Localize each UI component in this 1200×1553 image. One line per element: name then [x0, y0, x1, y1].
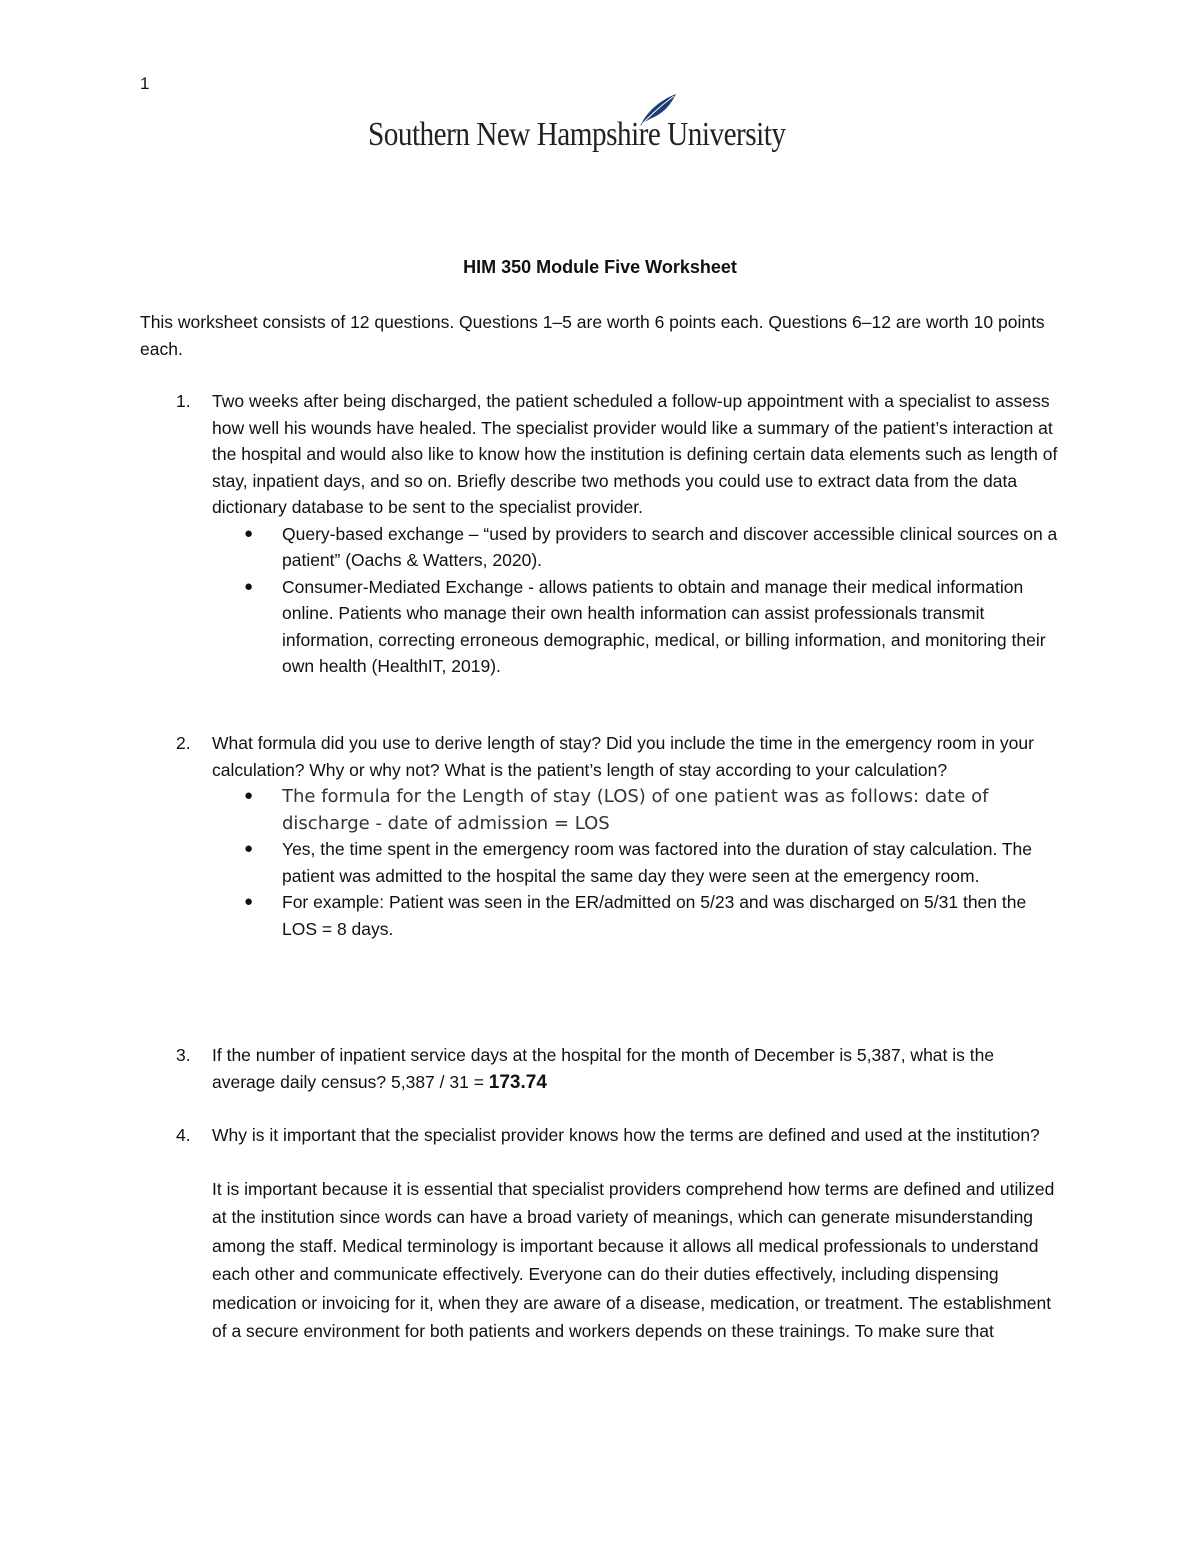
- question-1: [140, 388, 1060, 680]
- question-4: [140, 1122, 1060, 1346]
- bullet-icon: ●: [244, 524, 254, 542]
- question-number: 3.: [176, 1045, 191, 1065]
- list-item: [212, 574, 1060, 680]
- bullet-text: Consumer-Mediated Exchange - allows patients to obtain and manage their medical information online. Patients who manage their own health information can assist professionals transmit information, correcting erroneous demographic, medical, or billing information, and monitoring their own health (HealthIT, 2019).: [282, 576, 1046, 676]
- bullet-text: Query-based exchange – “used by providers to search and discover accessible clinical sources on a patient” (Oachs & Watters, 2020).: [282, 523, 1058, 570]
- intro-paragraph: This worksheet consists of 12 questions. Questions 1–5 are worth 6 points each. Questions 6–12 are worth 10 points each.: [140, 312, 1045, 359]
- question-text: What formula did you use to derive length of stay? Did you include the time in the emergency room in your calculation? Why or why not? What is the patient’s length of stay according to your calculation?: [212, 733, 1034, 780]
- university-logo: [366, 92, 806, 164]
- question-text: Two weeks after being discharged, the patient scheduled a follow-up appointment with a specialist to assess how well his wounds have healed. The specialist provider would like a summary of the patient’s interaction at the hospital and would also like to know how the institution is defining certain data elements such as length of stay, inpatient days, and so on. Briefly describe two methods you could use to extract data from the data dictionary database to be sent to the specialist provider.: [212, 391, 1058, 517]
- bullet-text: For example: Patient was seen in the ER/admitted on 5/23 and was discharged on 5/31 then the LOS = 8 days.: [282, 892, 1027, 939]
- census-answer: 173.74: [488, 1071, 547, 1093]
- question-number: 1.: [176, 391, 191, 411]
- list-item: [212, 836, 1060, 889]
- list-item: [212, 889, 1060, 942]
- question-text: Why is it important that the specialist provider knows how the terms are defined and used at the institution?: [212, 1125, 1040, 1145]
- los-formula: The formula for the Length of stay (LOS) of one patient was as follows: date of discharge - date of admission = LOS: [282, 786, 989, 834]
- question-number: 2.: [176, 733, 191, 753]
- question-2: [140, 730, 1060, 942]
- bullet-icon: ●: [244, 840, 254, 857]
- list-item: [212, 783, 1060, 836]
- answer-bullets: [140, 783, 1060, 942]
- worksheet-title: HIM 350 Module Five Worksheet: [463, 257, 737, 277]
- question-text-body: If the number of inpatient service days at the hospital for the month of December is 5,387, what is the average daily census? 5,387 / 31 =: [212, 1045, 995, 1092]
- question-number: 4.: [176, 1125, 191, 1145]
- logo-text: Southern New Hampshire University: [368, 116, 786, 153]
- question-3: [140, 1042, 1060, 1096]
- answer-bullets: [140, 521, 1060, 680]
- bullet-icon: ●: [244, 893, 254, 910]
- bullet-icon: ●: [244, 577, 254, 595]
- list-item: [212, 521, 1060, 574]
- answer-paragraph: It is important because it is essential that specialist providers comprehend how terms are defined and utilized at the institution since words can have a broad variety of meanings, which can generate misunderstanding among the staff. Medical terminology is important because it allows all medical professionals to understand each other and communicate effectively. Everyone can do their duties effectively, including dispensing medication or invoicing for it, when they are aware of a disease, medication, or treatment. The establishment of a secure environment for both patients and workers depends on these trainings. To make sure that: [212, 1178, 1055, 1342]
- bullet-icon: ●: [244, 787, 254, 804]
- bullet-text: Yes, the time spent in the emergency room was factored into the duration of stay calculation. The patient was admitted to the hospital the same day they were seen at the emergency room.: [282, 839, 1033, 886]
- question-text: [212, 1042, 1060, 1096]
- page-number: 1: [140, 74, 150, 93]
